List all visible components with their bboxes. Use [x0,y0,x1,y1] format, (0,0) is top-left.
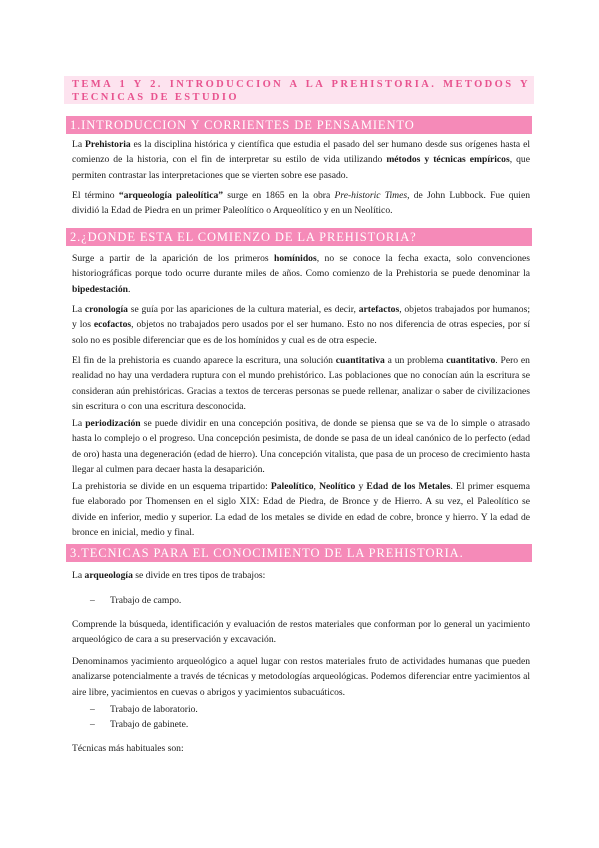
section-heading-2 [66,228,532,246]
document-title: TEMA 1 Y 2. INTRODUCCION A LA PREHISTORIA. METODOS Y TECNICAS DE ESTUDIO [72,79,530,103]
section-heading-3 [66,544,532,562]
section-heading-text: 1.INTRODUCCION Y CORRIENTES DE PENSAMIENTO [70,118,415,132]
paragraph: Surge a partir de la aparición de los primeros homínidos, no se conoce la fecha exacta, solo convenciones historiográficas porque todo ocurre durante miles de años. Como comienzo de la Prehistoria se puede denominar la bipedestación. [72,253,530,295]
list-bullet: – [90,719,95,730]
paragraph: La cronología se guía por las apariciones de la cultura material, es decir, artefactos, objetos trabajados por humanos; y los ecofactos, objetos no trabajados pero usados por el ser humano. Esto no nos diferencia de otras especies, por sí solo no es posible diferenciar que es de los homínidos y cual es de otra especie. [72,304,530,346]
paragraph: Denominamos yacimiento arqueológico a aquel lugar con restos materiales fruto de actividades humanas que pueden analizarse potencialmente a través de técnicas y metodologías arqueológicas. Podemos diferenciar entre yacimientos al aire libre, yacimientos en cuevas o abrigos y yacimientos subacuáticos. [72,656,530,698]
list-item: – Trabajo de campo. [90,595,182,606]
paragraph: Técnicas más habituales son: [72,743,184,754]
paragraph: El término “arqueología paleolítica” surge en 1865 en la obra Pre-historic Times, de John Lubbock. Fue quien dividió la Edad de Piedra en un primer Paleolítico o Arqueolítico y en un Neolítico. [72,190,530,217]
paragraph: Comprende la búsqueda, identificación y evaluación de restos materiales que conforman por lo general un yacimiento arqueológico de cara a su preservación y excavación. [72,619,530,646]
list-item: – Trabajo de gabinete. [90,719,189,730]
section-heading-text: 3.TECNICAS PARA EL CONOCIMIENTO DE LA PREHISTORIA. [70,546,464,560]
paragraph: La periodización se puede dividir en una concepción positiva, de donde se piensa que se va de lo simple o atrasado hasta lo complejo o el progreso. Una concepción pesimista, de donde se pasa de un ideal canónico de lo perfecto (edad de oro) hasta una degeneración (edad de hierro). Una concepción vitalista, que pasa de un proceso de crecimiento hasta llegar al culmen para decaer hasta la desaparición. [72,418,530,476]
list-bullet: – [90,595,95,606]
paragraph: La arqueología se divide en tres tipos de trabajos: [72,570,266,581]
list-item: – Trabajo de laboratorio. [90,704,198,715]
section-heading-text: 2.¿DONDE ESTA EL COMIENZO DE LA PREHISTORIA? [70,230,417,244]
paragraph: La prehistoria se divide en un esquema tripartido: Paleolítico, Neolítico y Edad de los Metales. El primer esquema fue elaborado por Thomensen en el siglo XIX: Edad de Piedra, de Bronce y de Hierro. A su vez, el Paleolítico se divide en inferior, medio y superior. La edad de los metales se divide en edad de cobre, bronce y hierro. Y la edad de bronce en inicial, medio y final. [72,481,531,539]
paragraph: El fin de la prehistoria es cuando aparece la escritura, una solución cuantitativa a un problema cuantitativo. Pero en realidad no hay una verdadera ruptura con el mundo prehistórico. Las poblaciones que no conocían aún la escritura se consideran aún prehistóricas. Gracias a textos de terceras personas se puede rellenar, analizar o saber de civilizaciones sin escritura o con una escritura desconocida. [72,355,530,413]
section-heading-1 [66,116,532,134]
paragraph: La Prehistoria es la disciplina histórica y científica que estudia el pasado del ser humano desde sus orígenes hasta el comienzo de la historia, con el fin de interpretar su estilo de vida utilizando métodos y técnicas empíricos, que permiten contrastar las interpretaciones que se vierten sobre ese pasado. [72,139,530,181]
list-bullet: – [90,704,95,715]
